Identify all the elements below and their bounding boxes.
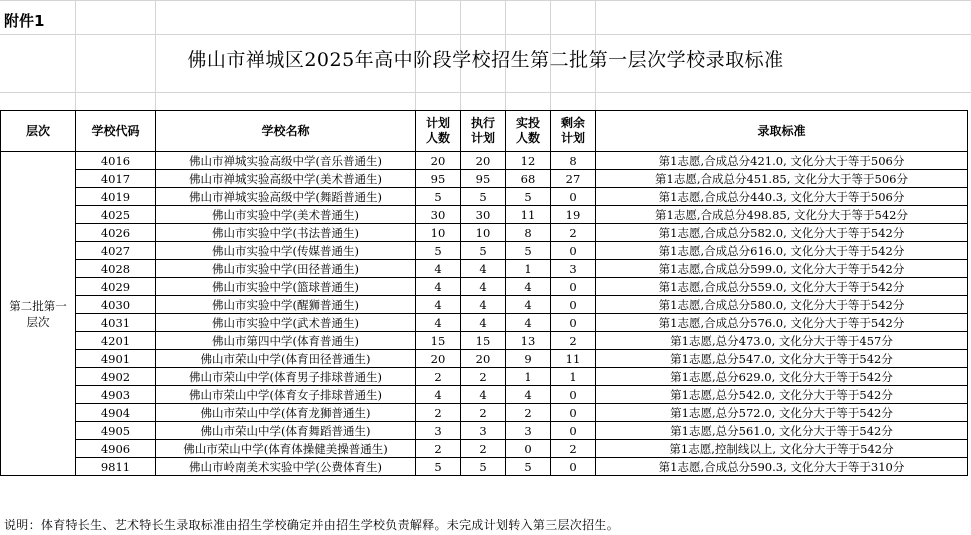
cell-plan: 10 <box>416 224 461 242</box>
cell-enrolled: 4 <box>506 296 551 314</box>
cell-standard: 第1志愿,合成总分590.3, 文化分大于等于310分 <box>596 458 968 476</box>
cell-name: 佛山市实验中学(美术普通生) <box>156 206 416 224</box>
cell-enrolled: 5 <box>506 188 551 206</box>
cell-code: 4027 <box>76 242 156 260</box>
cell-plan: 5 <box>416 188 461 206</box>
cell-plan: 20 <box>416 350 461 368</box>
document-title: 佛山市禅城区2025年高中阶段学校招生第二批第一层次学校录取标准 <box>187 49 784 71</box>
cell-code: 4028 <box>76 260 156 278</box>
header-executed-text: 执行计划 <box>470 116 495 145</box>
cell-standard: 第1志愿,总分561.0, 文化分大于等于542分 <box>596 422 968 440</box>
table-row <box>1 458 968 476</box>
table-row <box>1 368 968 386</box>
cell-remaining: 0 <box>551 278 596 296</box>
cell-remaining: 2 <box>551 440 596 458</box>
header-enrolled <box>506 111 551 152</box>
cell-executed: 5 <box>461 242 506 260</box>
cell-remaining: 0 <box>551 296 596 314</box>
cell-plan: 4 <box>416 386 461 404</box>
cell-plan: 15 <box>416 332 461 350</box>
table-body <box>1 152 968 476</box>
cell-standard: 第1志愿,总分473.0, 文化分大于等于457分 <box>596 332 968 350</box>
level-cell <box>1 152 76 476</box>
cell-standard: 第1志愿,合成总分451.85, 文化分大于等于506分 <box>596 170 968 188</box>
cell-executed: 15 <box>461 332 506 350</box>
cell-plan: 2 <box>416 440 461 458</box>
cell-plan: 30 <box>416 206 461 224</box>
cell-name: 佛山市禅城实验高级中学(舞蹈普通生) <box>156 188 416 206</box>
cell-code: 4030 <box>76 296 156 314</box>
cell-code: 4904 <box>76 404 156 422</box>
header-name: 学校名称 <box>156 111 416 152</box>
cell-executed: 20 <box>461 152 506 170</box>
cell-enrolled: 2 <box>506 404 551 422</box>
cell-executed: 4 <box>461 314 506 332</box>
cell-enrolled: 13 <box>506 332 551 350</box>
cell-enrolled: 1 <box>506 368 551 386</box>
header-remaining-text: 剩余计划 <box>560 116 585 145</box>
cell-remaining: 0 <box>551 188 596 206</box>
header-standard: 录取标准 <box>596 111 968 152</box>
cell-standard: 第1志愿,合成总分498.85, 文化分大于等于542分 <box>596 206 968 224</box>
cell-code: 4017 <box>76 170 156 188</box>
cell-executed: 3 <box>461 422 506 440</box>
level-label: 第二批第一层次 <box>9 298 67 329</box>
cell-remaining: 1 <box>551 368 596 386</box>
cell-name: 佛山市实验中学(武术普通生) <box>156 314 416 332</box>
cell-name: 佛山市禅城实验高级中学(音乐普通生) <box>156 152 416 170</box>
cell-code: 9811 <box>76 458 156 476</box>
table-row <box>1 422 968 440</box>
table-row <box>1 206 968 224</box>
header-row <box>1 111 968 152</box>
cell-name: 佛山市实验中学(篮球普通生) <box>156 278 416 296</box>
table-row <box>1 152 968 170</box>
cell-enrolled: 12 <box>506 152 551 170</box>
cell-standard: 第1志愿,合成总分599.0, 文化分大于等于542分 <box>596 260 968 278</box>
cell-enrolled: 1 <box>506 260 551 278</box>
cell-code: 4905 <box>76 422 156 440</box>
header-plan-text: 计划人数 <box>425 116 450 145</box>
cell-name: 佛山市荣山中学(体育体操健美操普通生) <box>156 440 416 458</box>
cell-remaining: 19 <box>551 206 596 224</box>
cell-code: 4031 <box>76 314 156 332</box>
table-row <box>1 386 968 404</box>
cell-plan: 4 <box>416 260 461 278</box>
cell-code: 4016 <box>76 152 156 170</box>
cell-enrolled: 4 <box>506 278 551 296</box>
cell-name: 佛山市荣山中学(体育女子排球普通生) <box>156 386 416 404</box>
cell-code: 4019 <box>76 188 156 206</box>
cell-plan: 4 <box>416 314 461 332</box>
header-code: 学校代码 <box>76 111 156 152</box>
cell-standard: 第1志愿,合成总分559.0, 文化分大于等于542分 <box>596 278 968 296</box>
cell-standard: 第1志愿,合成总分582.0, 文化分大于等于542分 <box>596 224 968 242</box>
cell-enrolled: 5 <box>506 458 551 476</box>
header-remaining <box>551 111 596 152</box>
cell-standard: 第1志愿,总分629.0, 文化分大于等于542分 <box>596 368 968 386</box>
cell-standard: 第1志愿,合成总分616.0, 文化分大于等于542分 <box>596 242 968 260</box>
cell-executed: 20 <box>461 350 506 368</box>
cell-executed: 4 <box>461 260 506 278</box>
cell-remaining: 8 <box>551 152 596 170</box>
cell-name: 佛山市实验中学(传媒普通生) <box>156 242 416 260</box>
cell-remaining: 0 <box>551 458 596 476</box>
annex-label: 附件1 <box>4 10 48 31</box>
table-row <box>1 170 968 188</box>
cell-plan: 95 <box>416 170 461 188</box>
cell-standard: 第1志愿,总分547.0, 文化分大于等于542分 <box>596 350 968 368</box>
cell-remaining: 2 <box>551 224 596 242</box>
cell-enrolled: 9 <box>506 350 551 368</box>
cell-name: 佛山市实验中学(田径普通生) <box>156 260 416 278</box>
table-row <box>1 188 968 206</box>
cell-standard: 第1志愿,控制线以上, 文化分大于等于542分 <box>596 440 968 458</box>
cell-executed: 2 <box>461 404 506 422</box>
cell-code: 4026 <box>76 224 156 242</box>
cell-code: 4025 <box>76 206 156 224</box>
cell-name: 佛山市荣山中学(体育男子排球普通生) <box>156 368 416 386</box>
cell-plan: 3 <box>416 422 461 440</box>
cell-plan: 4 <box>416 296 461 314</box>
cell-remaining: 0 <box>551 242 596 260</box>
cell-plan: 4 <box>416 278 461 296</box>
table-row <box>1 224 968 242</box>
cell-plan: 20 <box>416 152 461 170</box>
cell-plan: 2 <box>416 404 461 422</box>
cell-name: 佛山市荣山中学(体育舞蹈普通生) <box>156 422 416 440</box>
cell-remaining: 2 <box>551 332 596 350</box>
cell-remaining: 0 <box>551 422 596 440</box>
cell-enrolled: 0 <box>506 440 551 458</box>
table-row <box>1 278 968 296</box>
cell-enrolled: 68 <box>506 170 551 188</box>
cell-executed: 4 <box>461 278 506 296</box>
cell-remaining: 11 <box>551 350 596 368</box>
cell-name: 佛山市实验中学(书法普通生) <box>156 224 416 242</box>
cell-executed: 4 <box>461 386 506 404</box>
cell-remaining: 0 <box>551 386 596 404</box>
table-row <box>1 260 968 278</box>
cell-name: 佛山市第四中学(体育普通生) <box>156 332 416 350</box>
cell-enrolled: 8 <box>506 224 551 242</box>
cell-code: 4201 <box>76 332 156 350</box>
cell-remaining: 27 <box>551 170 596 188</box>
cell-enrolled: 11 <box>506 206 551 224</box>
table-row <box>1 332 968 350</box>
header-level: 层次 <box>1 111 76 152</box>
cell-enrolled: 4 <box>506 386 551 404</box>
cell-name: 佛山市荣山中学(体育田径普通生) <box>156 350 416 368</box>
cell-remaining: 3 <box>551 260 596 278</box>
cell-name: 佛山市荣山中学(体育龙狮普通生) <box>156 404 416 422</box>
cell-plan: 5 <box>416 458 461 476</box>
cell-standard: 第1志愿,总分572.0, 文化分大于等于542分 <box>596 404 968 422</box>
cell-executed: 2 <box>461 368 506 386</box>
cell-name: 佛山市禅城实验高级中学(美术普通生) <box>156 170 416 188</box>
cell-executed: 5 <box>461 188 506 206</box>
cell-executed: 30 <box>461 206 506 224</box>
cell-standard: 第1志愿,合成总分580.0, 文化分大于等于542分 <box>596 296 968 314</box>
cell-executed: 4 <box>461 296 506 314</box>
cell-enrolled: 5 <box>506 242 551 260</box>
cell-enrolled: 3 <box>506 422 551 440</box>
cell-plan: 2 <box>416 368 461 386</box>
table-row <box>1 350 968 368</box>
cell-standard: 第1志愿,合成总分576.0, 文化分大于等于542分 <box>596 314 968 332</box>
table-row <box>1 404 968 422</box>
cell-standard: 第1志愿,总分542.0, 文化分大于等于542分 <box>596 386 968 404</box>
header-plan <box>416 111 461 152</box>
cell-standard: 第1志愿,合成总分421.0, 文化分大于等于506分 <box>596 152 968 170</box>
table-row <box>1 242 968 260</box>
cell-remaining: 0 <box>551 404 596 422</box>
cell-plan: 5 <box>416 242 461 260</box>
cell-code: 4906 <box>76 440 156 458</box>
cell-executed: 10 <box>461 224 506 242</box>
header-executed <box>461 111 506 152</box>
table-row <box>1 296 968 314</box>
cell-remaining: 0 <box>551 314 596 332</box>
table-row <box>1 314 968 332</box>
cell-standard: 第1志愿,合成总分440.3, 文化分大于等于506分 <box>596 188 968 206</box>
cell-name: 佛山市岭南美术实验中学(公费体育生) <box>156 458 416 476</box>
cell-code: 4901 <box>76 350 156 368</box>
admission-table <box>0 110 968 476</box>
table-row <box>1 440 968 458</box>
cell-name: 佛山市实验中学(醒狮普通生) <box>156 296 416 314</box>
cell-code: 4902 <box>76 368 156 386</box>
cell-executed: 95 <box>461 170 506 188</box>
header-enrolled-text: 实投人数 <box>515 116 540 145</box>
cell-enrolled: 4 <box>506 314 551 332</box>
footnote: 说明：体育特长生、艺术特长生录取标准由招生学校确定并由招生学校负责解释。未完成计划转入第三层次招生。 <box>4 518 620 532</box>
cell-executed: 2 <box>461 440 506 458</box>
cell-executed: 5 <box>461 458 506 476</box>
cell-code: 4029 <box>76 278 156 296</box>
cell-code: 4903 <box>76 386 156 404</box>
